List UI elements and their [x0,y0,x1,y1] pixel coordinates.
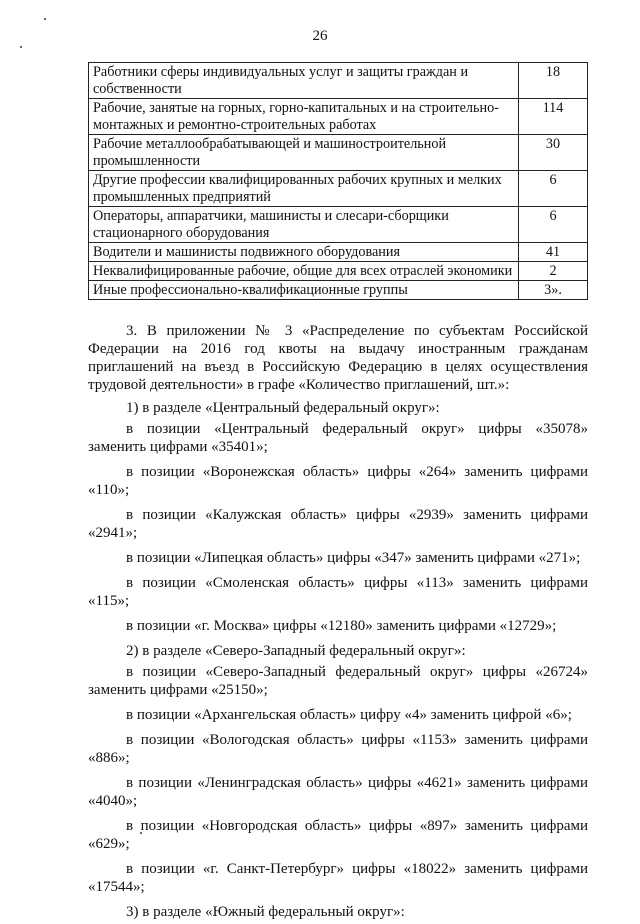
scan-speck [20,46,22,48]
amendment-item: в позиции «Центральный федеральный округ» цифры «35078» заменить цифрами «35401»; [88,421,588,455]
quota-value-cell: 6 [519,171,588,207]
page-number: 26 [312,28,328,44]
profession-group-cell: Рабочие, занятые на горных, горно-капитальных и на строительно-монтажных и ремонтно-строительных работах [89,99,519,135]
table-row [89,207,588,243]
quota-value-cell: 6 [519,207,588,243]
document-body [88,322,588,924]
amendment-item: в позиции «г. Санкт-Петербург» цифры «18022» заменить цифрами «17544»; [88,861,588,895]
table-row [89,135,588,171]
profession-group-cell: Работники сферы индивидуальных услуг и защиты граждан и собственности [89,63,519,99]
section-heading: 3) в разделе «Южный федеральный округ»: [126,904,405,920]
profession-group-cell: Иные профессионально-квалификационные группы [89,281,519,300]
quota-value-cell: 114 [519,99,588,135]
amendment-item: в позиции «Ленинградская область» цифры «4621» заменить цифрами «4040»; [88,775,588,809]
section-heading: 1) в разделе «Центральный федеральный округ»: [126,400,440,416]
amendment-item: в позиции «Северо-Западный федеральный округ» цифры «26724» заменить цифрами «25150»; [88,664,588,698]
amendment-item: в позиции «Воронежская область» цифры «264» заменить цифрами «110»; [88,464,588,498]
profession-group-cell: Другие профессии квалифицированных рабочих крупных и мелких промышленных предприятий [89,171,519,207]
intro-paragraph: 3. В приложении № 3 «Распределение по субъектам Российской Федерации на 2016 год квоты на выдачу иностранным гражданам приглашений на въезд в Российскую Федерацию в целях осуществления трудовой деятельности» в графе «Количество приглашений, шт.»: [88,323,588,393]
amendment-item: в позиции «Вологодская область» цифры «1153» заменить цифрами «886»; [88,732,588,766]
profession-group-cell: Рабочие металлообрабатывающей и машиностроительной промышленности [89,135,519,171]
table-row [89,171,588,207]
scan-speck [44,18,46,20]
quota-value-cell: 30 [519,135,588,171]
profession-group-cell: Операторы, аппаратчики, машинисты и слесари-сборщики стационарного оборудования [89,207,519,243]
table-row [89,243,588,262]
profession-group-cell: Неквалифицированные рабочие, общие для всех отраслей экономики [89,262,519,281]
quota-table [88,62,588,300]
quota-value-cell: 41 [519,243,588,262]
amendment-item: в позиции «Новгородская область» цифры «897» заменить цифрами «629»; [88,818,588,852]
section-heading: 2) в разделе «Северо-Западный федеральный округ»: [126,643,466,659]
quota-value-cell: 2 [519,262,588,281]
amendment-item: в позиции «Архангельская область» цифру «4» заменить цифрой «6»; [126,707,572,723]
amendment-item: в позиции «г. Москва» цифры «12180» заменить цифрами «12729»; [126,618,557,634]
quota-value-cell: 18 [519,63,588,99]
table-row [89,63,588,99]
table-row [89,262,588,281]
quota-value-cell: 3». [519,281,588,300]
table-row [89,281,588,300]
amendment-item: в позиции «Смоленская область» цифры «113» заменить цифрами «115»; [88,575,588,609]
amendment-item: в позиции «Липецкая область» цифры «347» заменить цифрами «271»; [126,550,581,566]
table-row [89,99,588,135]
amendment-item: в позиции «Калужская область» цифры «2939» заменить цифрами «2941»; [88,507,588,541]
profession-group-cell: Водители и машинисты подвижного оборудования [89,243,519,262]
